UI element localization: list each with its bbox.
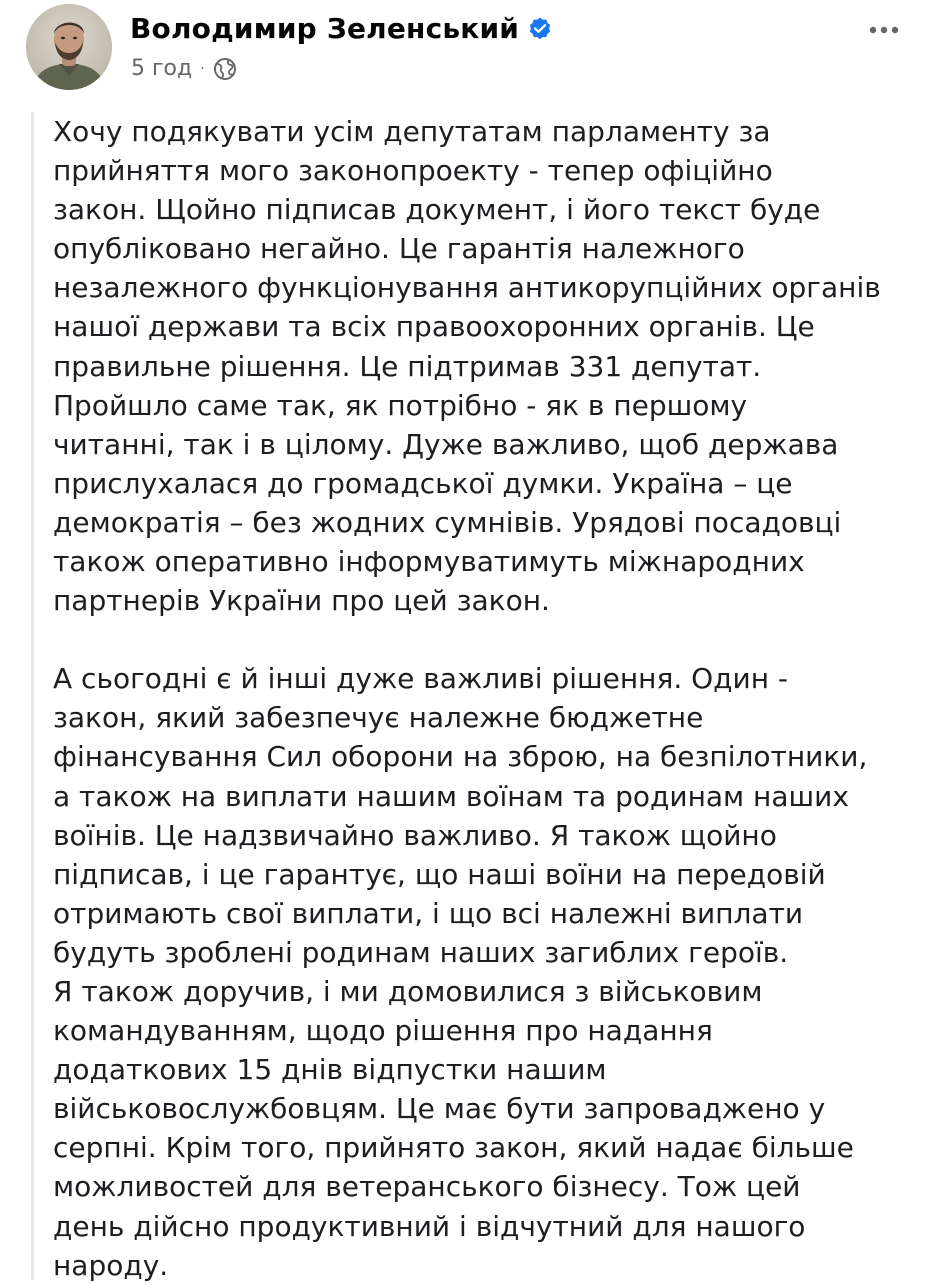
author-name[interactable]: Володимир Зеленський [130, 12, 520, 45]
post-meta [131, 56, 237, 81]
post-body [53, 112, 923, 1285]
verified-badge-icon [527, 16, 553, 42]
paragraph-gap [53, 620, 923, 659]
post-paragraph-1: Хочу подякувати усім депутатам парламенту за прийняття мого законопроекту - тепер офіційно закон. Щойно підписав документ, і його текст буде опубліковано негайно. Це гарантія належного незалежного функціонування антикорупційних органів нашої держави та всіх правоохоронних органів. Це правильне рішення. Це підтримав 331 депутат. Пройшло саме так, як потрібно - як в першому читанні, так і в цілому. Дуже важливо, щоб держава прислухалася до громадської думки. Україна – це демократія – без жодних сумнівів. Урядові посадовці також оперативно інформуватимуть міжнародних партнерів України про цей закон. [53, 115, 881, 618]
author-row [130, 12, 553, 45]
post-paragraph-2: А сьогодні є й інші дуже важливі рішення. Один - закон, який забезпечує належне бюджетне фінансування Сил оборони на зброю, на безпілотники, а також на виплати нашим воїнам та родинам наших воїнів. Це надзвичайно важливо. Я також щойно підписав, і це гарантує, що наші воїни на передовій отримають свої виплати, і що всі належні виплати будуть зроблені родинам наших загиблих героїв. Я також доручив, і ми домовилися з військовим командуванням, щодо рішення про надання додаткових 15 днів відпустки нашим військовослужбовцям. Це має бути запроваджено у серпні. Крім того, прийнято закон, який надає більше можливостей для ветеранського бізнесу. Тож цей день дійсно продуктивний і відчутний для нашого народу. [53, 662, 868, 1282]
globe-icon[interactable] [213, 57, 237, 81]
post-header [0, 0, 927, 100]
meta-separator: · [200, 60, 205, 77]
more-options-icon [869, 23, 899, 37]
avatar-image [26, 4, 112, 90]
post-timestamp[interactable]: 5 год [131, 56, 193, 81]
author-avatar[interactable] [26, 4, 112, 90]
quote-bar [31, 112, 34, 1280]
more-options-button[interactable] [869, 22, 899, 36]
